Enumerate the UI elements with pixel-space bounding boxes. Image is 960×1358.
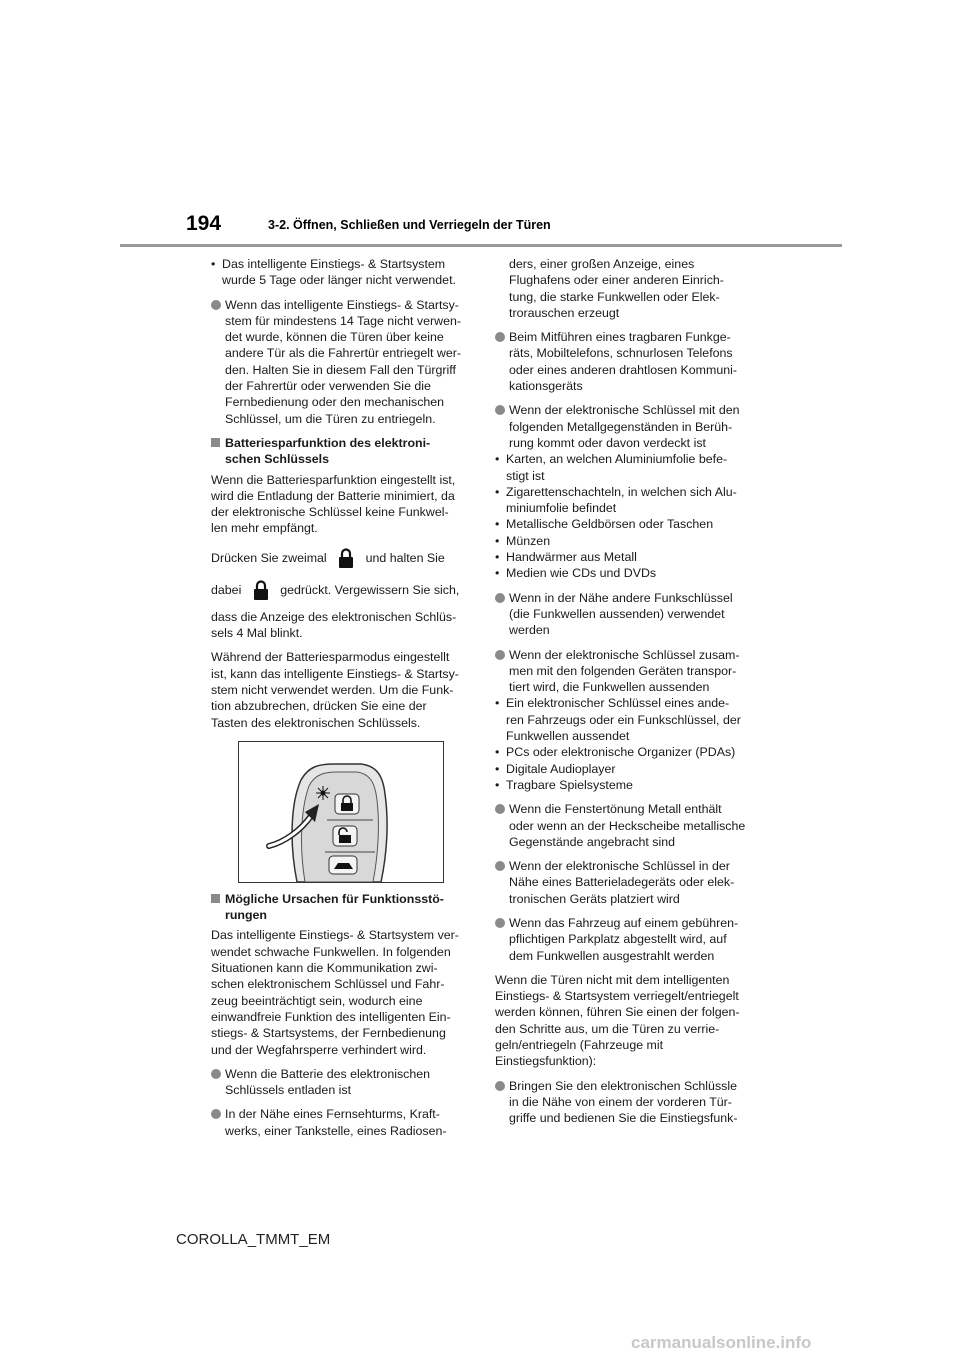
subsection-heading: Batteriesparfunktion des elektroni- schen Schlüssels xyxy=(211,435,471,468)
bullet-dot-icon: • xyxy=(495,452,500,467)
list-item: • Digitale Audioplayer xyxy=(495,761,616,776)
circle-bullet-icon xyxy=(495,804,505,814)
circle-bullet-icon xyxy=(211,1109,221,1119)
paragraph: Wenn die Batteriesparfunktion eingestellt ist, wird die Entladung der Batterie minimiert, da der elektronische Schlüssel keine Funkwel- len mehr empfängt. xyxy=(211,472,456,536)
circle-bullet-icon xyxy=(495,918,505,928)
bullet-dot-icon: • xyxy=(495,745,500,760)
list-item: Wenn die Batterie des elektronischen Schlüssels entladen ist xyxy=(211,1066,471,1099)
page-number: 194 xyxy=(186,212,222,235)
bullet-dot-icon: • xyxy=(495,777,500,792)
list-item: Bringen Sie den elektronischen Schlüssle in die Nähe von einem der vorderen Tür- griffe und bedienen Sie die Einstiegsfunk- xyxy=(495,1078,755,1127)
circle-bullet-icon xyxy=(495,1081,505,1091)
sub-list xyxy=(495,695,755,793)
list-item: • Handwärmer aus Metall xyxy=(495,550,637,565)
bullet-dot-icon: • xyxy=(495,517,500,532)
paragraph: Wenn die Türen nicht mit dem intelligenten Einstiegs- & Startsystem verriegelt/entriegelt werden können, führen Sie einen der folgen- den Schritte aus, um die Türen zu verrie- geln/entriegeln (Fahrzeuge mit Einstiegsfunktion): xyxy=(495,972,740,1069)
list-item: • Ein elektronischer Schlüssel eines ande- ren Fahrzeugs oder ein Funkschlüssel, der Funkwellen aussendet xyxy=(495,696,741,744)
list-item: Wenn der elektronische Schlüssel mit den folgenden Metallgegenständen in Berüh- rung kommt oder davon verdeckt ist xyxy=(495,402,755,451)
square-bullet-icon xyxy=(211,894,220,903)
list-item: Wenn das intelligente Einstiegs- & Startsy- stem für mindestens 14 Tage nicht verwen- det wurde, können die Türen über keine andere Tür als die Fahrertür entriegelt wer- den. Halten Sie in diesem Fall den Türgriff der Fahrertür oder verwenden Sie die Fernbedienung oder den mechanischen Schlüssel, um die Türen zu entriegeln. xyxy=(211,297,471,427)
press-instruction: Drücken Sie zweimal und halten Sie xyxy=(211,545,471,571)
list-item: Wenn der elektronische Schlüssel zusam- men mit den folgenden Geräten transpor- tiert wird, die Funkwellen aussenden xyxy=(495,647,755,696)
list-item: • PCs oder elektronische Organizer (PDAs) xyxy=(495,745,736,760)
circle-bullet-icon xyxy=(211,300,221,310)
bullet-dot-icon: • xyxy=(495,761,500,776)
watermark-link[interactable]: carmanualsonline.info xyxy=(631,1333,812,1352)
list-item: Wenn die Fenstertönung Metall enthält oder wenn an der Heckscheibe metallische Gegenstände angebracht sind xyxy=(495,801,755,850)
lock-icon xyxy=(336,547,356,569)
paragraph: Während der Batteriesparmodus eingestellt ist, kann das intelligente Einstiegs- & Startsy- stem nicht verwendet werden. Um die Funk- tion abzubrechen, drücken Sie eine der Tasten des elektronischen Schlüssels. xyxy=(211,650,459,730)
press-instruction: dabei gedrückt. Vergewissern Sie sich, xyxy=(211,577,471,603)
bullet-dot-icon: • xyxy=(495,550,500,565)
list-item: Beim Mitführen eines tragbaren Funkge- räts, Mobiltelefons, schnurlosen Telefons oder eines anderen drahtlosen Kommuni- kationsgeräts xyxy=(495,329,755,394)
bullet-dot-icon: • xyxy=(495,533,500,548)
list-item: • Karten, an welchen Aluminiumfolie befe- stigt ist xyxy=(495,452,728,483)
subsection-heading: Mögliche Ursachen für Funktionsstö- rungen xyxy=(211,891,471,924)
circle-bullet-icon xyxy=(495,332,505,342)
header-rule xyxy=(120,244,842,247)
key-fob-illustration xyxy=(238,741,444,883)
circle-bullet-icon xyxy=(211,1069,221,1079)
bullet-dot-icon: • xyxy=(495,696,500,711)
lock-icon xyxy=(251,579,271,601)
left-column xyxy=(211,256,471,1147)
key-fob-icon xyxy=(239,742,443,882)
list-item: • Das intelligente Einstiegs- & Startsystem wurde 5 Tage oder länger nicht verwendet. xyxy=(211,257,456,288)
list-item: In der Nähe eines Fernsehturms, Kraft- werks, einer Tankstelle, eines Radiosen- xyxy=(211,1106,471,1139)
circle-bullet-icon xyxy=(495,405,505,415)
right-column xyxy=(495,256,755,1135)
list-item: Wenn in der Nähe andere Funkschlüssel (die Funkwellen aussenden) verwendet werden xyxy=(495,590,755,639)
list-item: Wenn der elektronische Schlüssel in der Nähe eines Batterieladegeräts oder elek- tronischen Geräts platziert wird xyxy=(495,858,755,907)
paragraph: dass die Anzeige des elektronischen Schlüs- sels 4 Mal blinkt. xyxy=(211,609,457,641)
footer-model-code: COROLLA_TMMT_EM xyxy=(176,1231,331,1248)
list-item: • Münzen xyxy=(495,533,551,548)
bullet-dot-icon: • xyxy=(495,484,500,499)
section-title: 3-2. Öffnen, Schließen und Verriegeln der Türen xyxy=(268,218,551,232)
list-item: Wenn das Fahrzeug auf einem gebühren- pflichtigen Parkplatz abgestellt wird, auf dem Funkwellen ausgestrahlt werden xyxy=(495,915,755,964)
square-bullet-icon xyxy=(211,438,220,447)
bullet-dot-icon: • xyxy=(495,566,500,581)
list-item: • Metallische Geldbörsen oder Taschen xyxy=(495,517,714,532)
paragraph: Das intelligente Einstiegs- & Startsystem ver- wendet schwache Funkwellen. In folgenden Situationen kann die Kommunikation zwi- schen elektronischem Schlüssel und Fahr- zeug beeinträchtigt sein, wodurch eine einwandfreie Funktion des intelligenten Ein- stiegs- & Startsystems, der Fernbedienung und der Wegfahrsperre verhindert wird. xyxy=(211,928,459,1057)
list-item: • Medien wie CDs und DVDs xyxy=(495,566,657,581)
circle-bullet-icon xyxy=(495,861,505,871)
bullet-dot-icon: • xyxy=(211,257,216,271)
sub-list xyxy=(495,451,755,581)
list-item: • Tragbare Spielsysteme xyxy=(495,777,633,792)
paragraph: ders, einer großen Anzeige, eines Flughafens oder einer anderen Einrich- tung, die starke Funkwellen oder Elek- trorauschen erzeugt xyxy=(509,257,724,320)
circle-bullet-icon xyxy=(495,650,505,660)
circle-bullet-icon xyxy=(495,593,505,603)
list-item: • Zigarettenschachteln, in welchen sich Alu- miniumfolie befindet xyxy=(495,484,737,516)
